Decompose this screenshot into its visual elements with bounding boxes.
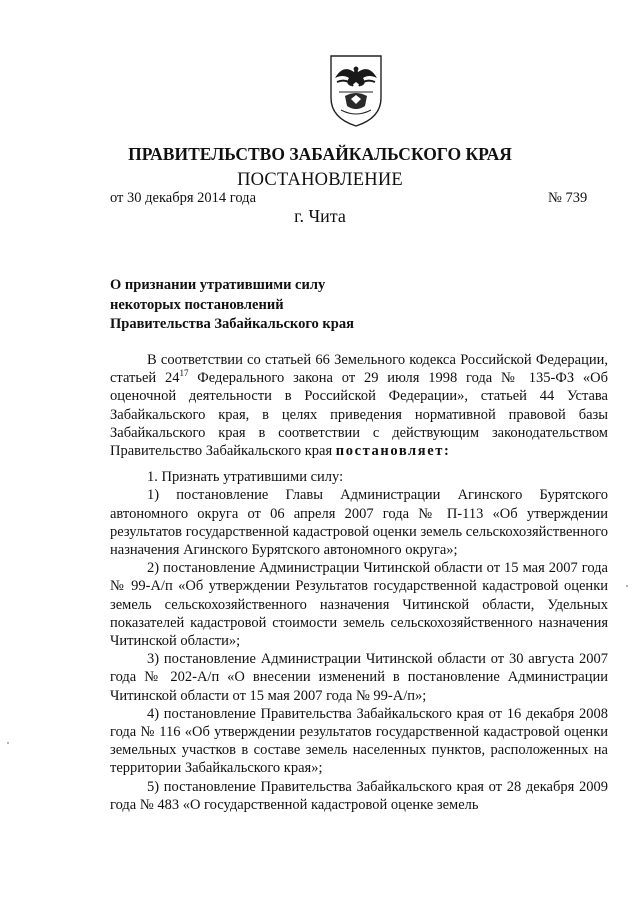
document-title	[110, 276, 354, 335]
scan-speck	[7, 742, 9, 744]
coat-of-arms-emblem	[327, 52, 385, 128]
article-superscript: 17	[179, 368, 189, 379]
document-number: № 739	[548, 190, 588, 206]
preamble-paragraph	[110, 351, 608, 460]
decree-word: постановляет:	[335, 443, 451, 460]
sub-item-5: 5) постановление Правительства Забайкальского края от 28 декабря 2009 года № 483 «О государственной кадастровой оценке земель	[110, 778, 608, 813]
document-type-heading: ПОСТАНОВЛЕНИЕ	[237, 170, 403, 190]
document-body	[110, 351, 608, 814]
title-line: некоторых постановлений	[110, 296, 284, 313]
item-1: 1. Признать утратившими силу:	[147, 469, 344, 486]
title-line: Правительства Забайкальского края	[110, 316, 354, 332]
preamble-text: В соответствии со статьей 66 Земельного кодекса Российской Федерации, статьей 24	[110, 352, 608, 387]
sub-item-2: 2) постановление Администрации Читинской области от 15 мая 2007 года № 99-А/п «Об утверждении Результатов государственной кадастровой оценки земель сельскохозяйственного назначения Читинской области, Удельных показателей кадастровой стоимости земель сельскохозяйственного назначения Читинской области»;	[110, 560, 608, 650]
scan-speck	[626, 585, 628, 587]
sub-item-4: 4) постановление Правительства Забайкальского края от 16 декабря 2008 года № 116 «Об утверждении результатов государственной кадастровой оценки земельных участков в составе земель населенных пунктов, расположенных на территории Забайкальского края»;	[110, 705, 608, 777]
sub-item-3: 3) постановление Администрации Читинской области от 30 августа 2007 года № 202-А/п «О внесении изменений в постановление Администрации Читинской области от 15 мая 2007 года № 99-А/п»;	[110, 651, 608, 704]
preamble-text-continued: Федерального закона от 29 июля 1998 года № 135-ФЗ «Об оценочной деятельности в Российской Федерации», статьей 44 Устава Забайкальского края, в целях приведения нормативной правовой базы Забайкальского края в соответствии с действующим законодательством Правительство Забайкальского края	[110, 370, 608, 460]
sub-item-1: 1) постановление Главы Администрации Агинского Бурятского автономного округа от 06 апреля 2007 года № П-113 «Об утверждении результатов государственной кадастровой оценки земель сельскохозяйственного назначения Агинского Бурятского автономного округа»;	[110, 487, 608, 559]
document-date: от 30 декабря 2014 года	[110, 190, 256, 206]
city-name: г. Чита	[294, 206, 346, 226]
government-heading: ПРАВИТЕЛЬСТВО ЗАБАЙКАЛЬСКОГО КРАЯ	[128, 144, 512, 164]
title-line: О признании утратившими силу	[110, 277, 326, 293]
